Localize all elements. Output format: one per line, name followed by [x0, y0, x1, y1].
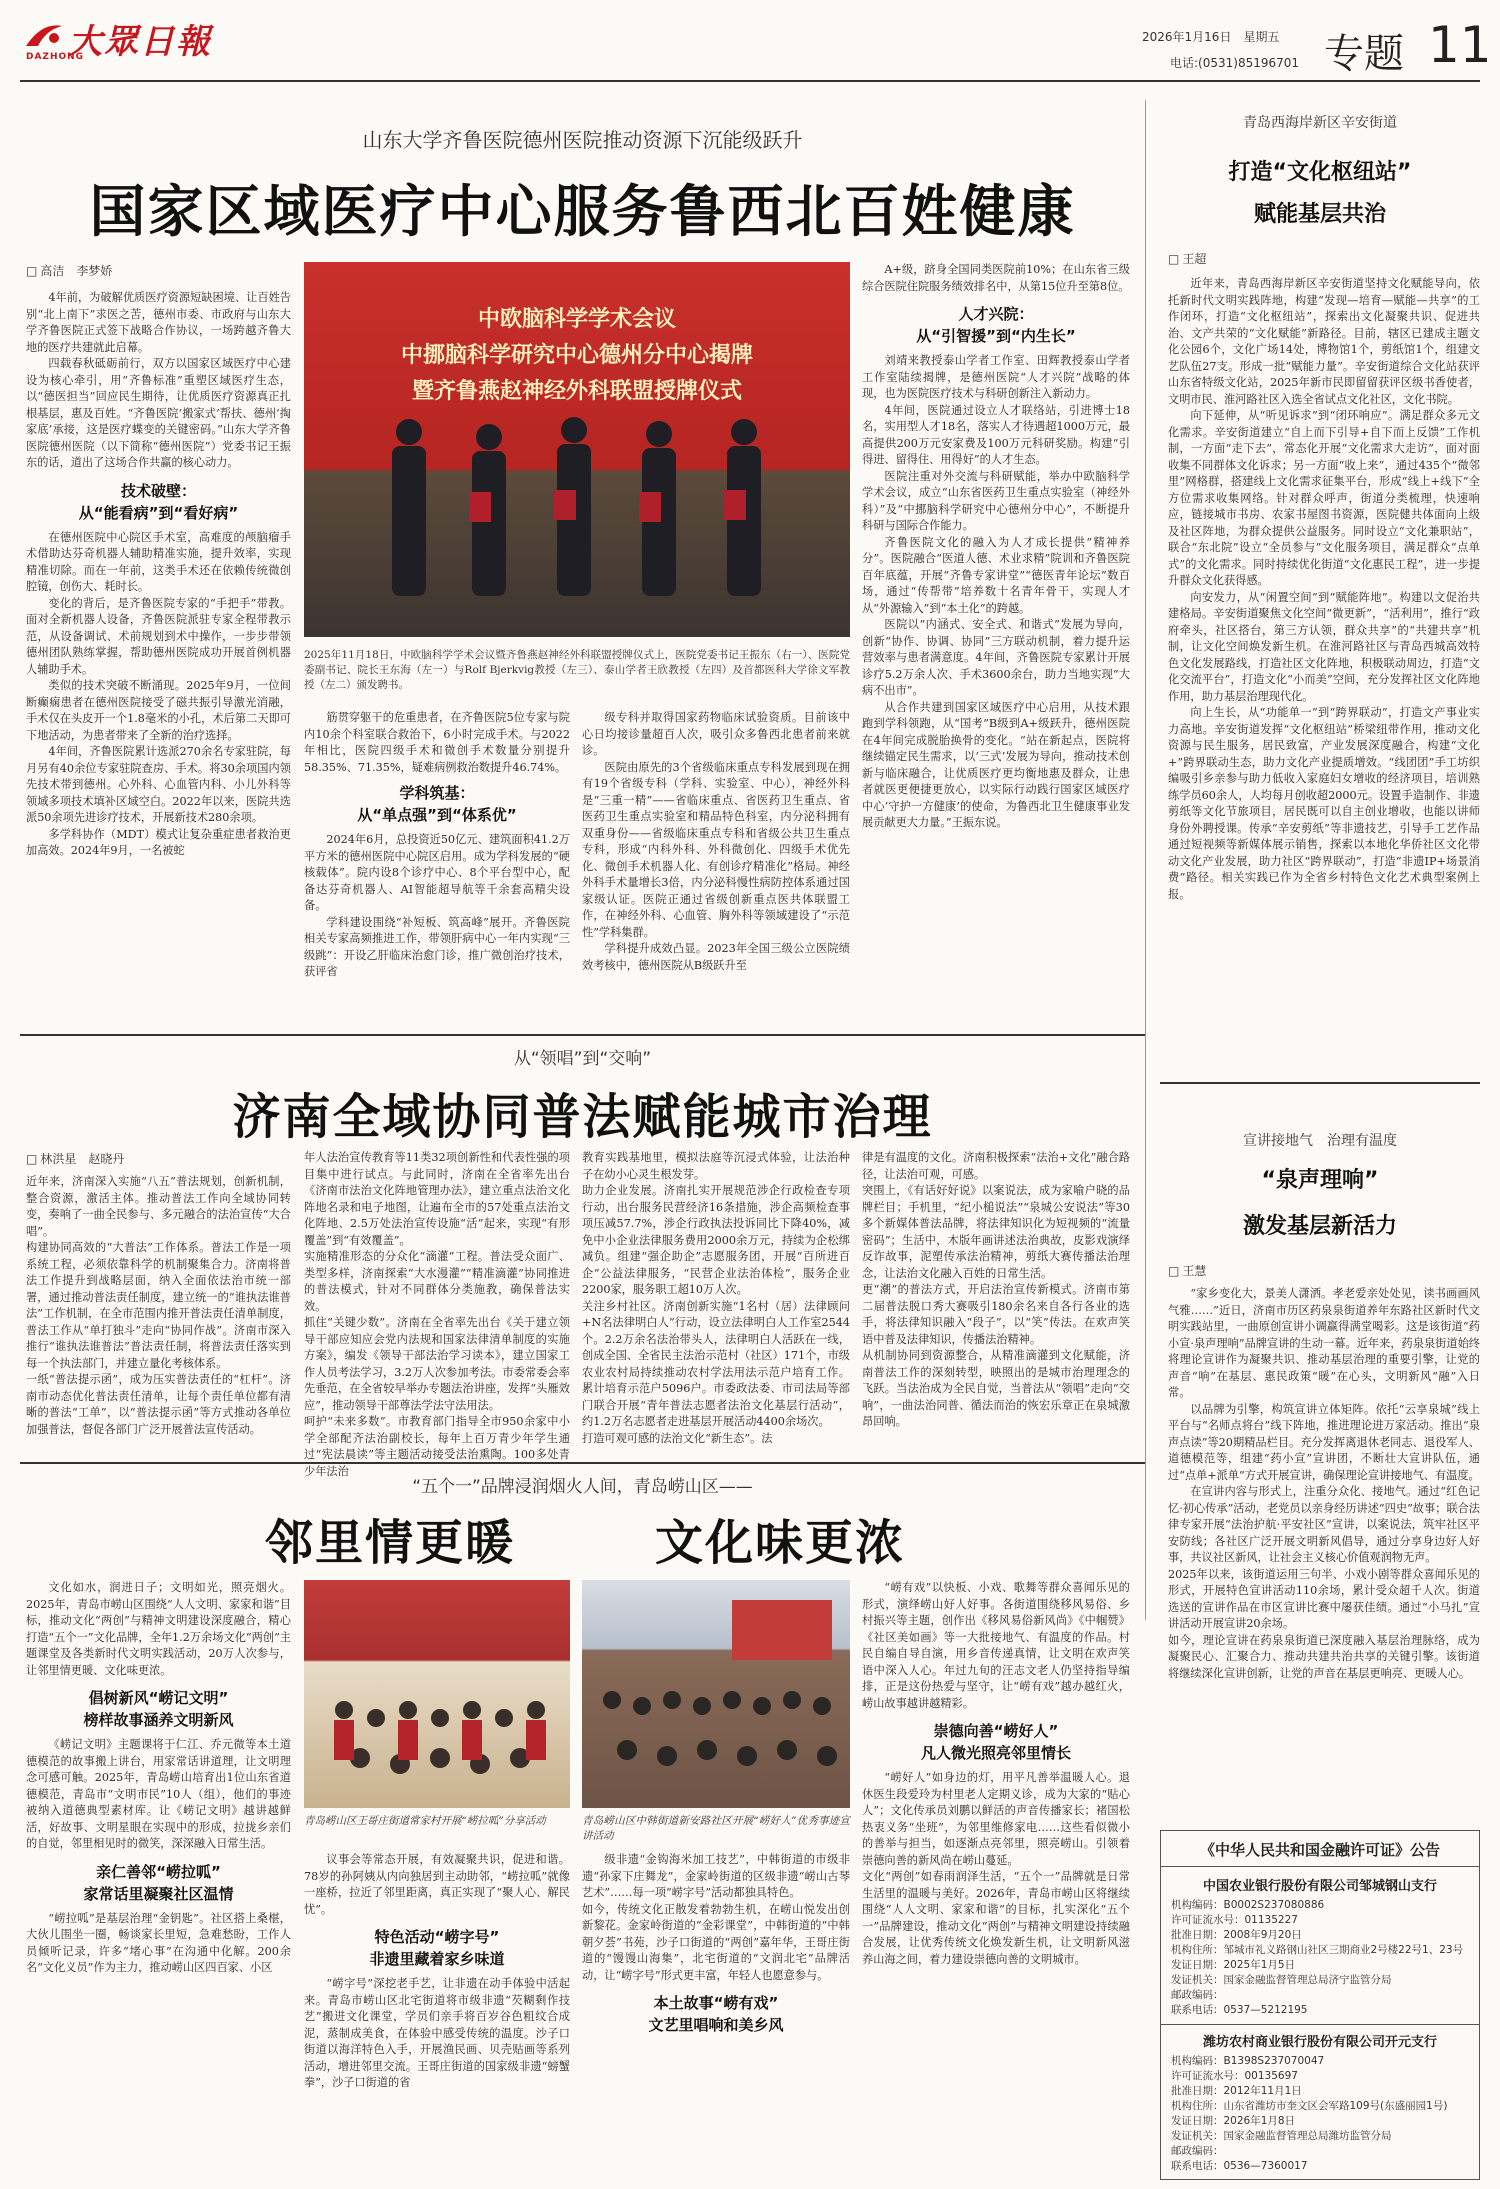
article1-col2 [304, 710, 570, 1030]
audience-figures [582, 1580, 850, 1808]
banner-text-2: 中挪脑科学研究中心德州分中心揭牌 [400, 343, 753, 368]
paragraph: 4年前，为破解优质医疗资源短缺困境、让百姓告别“北上南下”求医之苦，德州市委、市政府与山东大学齐鲁医院正式签下战略合作协议，一场跨越齐鲁大地的医疗共建就此启幕。 [26, 291, 291, 354]
paragraph: 学科提升成效凸显。2023年全国三级公立医院绩效考核中，德州医院从B级跃升至 [582, 942, 850, 972]
article2-byline: □ 王超 [1168, 250, 1206, 267]
paragraph: 2024年6月，总投资近50亿元、建筑面积41.2万平方米的德州医院中心院区启用。成为学科发展的“硬核载体”。院内设8个诊疗中心、8个平台型中心，配备达芬奇机器人、AI智能超导航等千余套高精尖设备。 [304, 833, 570, 912]
article1-col1 [26, 290, 291, 1030]
paragraph: 从合作共建到国家区域医疗中心启用，从技术跟跑到学科领跑，从“国考”B级到A+级跃升，德州医院在4年间完成脱胎换骨的变化。“站在新起点，医院将继续锚定民生需求，以‘三式’发展为导向，推动技术创新与临床融合，让优质医疗更均衡地惠及群众，让患者就医更便捷更放心，以实际行动践行国家区域医疗中心‘守护一方健康’的使命，为鲁西北卫生健康事业发展贡献更大力量。”王振东说。 [862, 700, 1130, 829]
people-figures [304, 262, 850, 637]
paragraph: 文化如水，润进日子；文明如光，照亮烟火。2025年，青岛市崂山区围绕“人人文明、家家和谐”目标，推动文化“两创”与精神文明建设深度融合，精心打造“五个一”文化品牌，全年1.2万余场文化“两创”主题课堂及各类新时代文明实践活动，20万人次参与，让邻里情更暖、文化味更浓。 [26, 1581, 291, 1677]
paragraph: 向安发力，从“闲置空间”到“赋能阵地”。构建以文促治共建格局。辛安街道聚焦文化空间“微更新”，“活利用”，推行“政府牵头，社区搭台，第三方认领，群众共享”的“共建共享”机制，让文化空间焕发新生机。在淮河路社区与青岛西城高效特色文化发展路线，打造社区文化阵地，积极联动周边，打造“文化交流平台”，打造文化“小而美”空间，充分发挥社区文化阵地作用，助力基层治理现代化。 [1168, 590, 1480, 703]
subhead: 非遗里藏着家乡味道 [369, 1950, 505, 1968]
paragraph: 医院注重对外交流与科研赋能，举办中欧脑科学学术会议，成立“山东省医药卫生重点实验室（神经外科）”及“中挪脑科学研究中心德州分中心”，不断提升科研与国际合作能力。 [862, 469, 1130, 532]
article2-title-2: 赋能基层共治 [1253, 202, 1386, 227]
article5-col1 [26, 1580, 291, 2180]
subhead: 凡人微光照亮邻里情长 [920, 1744, 1071, 1762]
paragraph: 以品牌为引擎，构筑宣讲立体矩阵。依托“云享泉城”线上平台与“名师点将台”线下阵地，推进理论进万家活动。推出“泉声点读”等20期精品栏目。充分发挥离退休老同志、退役军人、道德模范等，组建“药小宣”宣讲团，不断壮大宣讲队伍，通过“点单+派单”方式开展宣讲，确保理论宣讲接地气、有温度。 [1168, 1402, 1480, 1482]
banner-text-1: 中欧脑科学学术会议 [477, 307, 676, 332]
paragraph: 4年间，医院通过设立人才联络站，引进博士18名，实用型人才18名，落实人才待遇超1000万元，最高提供200万元安家费及100万元科研奖励。构建“引得进、留得住、用得好”的人才生态。 [862, 403, 1130, 466]
article5-kicker: “五个一”品牌浸润烟火人间，青岛崂山区—— [412, 1477, 753, 1497]
subhead: 榜样故事涵养文明新风 [83, 1711, 234, 1729]
paragraph: 级非遗“金钩海米加工技艺”，中韩街道的市级非遗“孙家下庄舞龙”，金家岭街道的区级非遗“崂山古琴艺术”……每一项“崂字号”活动都独具特色。 如今，传统文化正散发着勃勃生机，在崂山悦发出创新黎花。金家岭街道的“金彩课堂”，中韩街道的“中韩朝夕荟”书苑，沙子口街道的“两创”嘉年华，王哥庄街道的“馒馒山海集”，北宅街道的“文润北宅”品牌活动，让“崂字号”形式更丰富，年轻人也愿意参与。 [582, 1853, 850, 1982]
paragraph: 类似的技术突破不断涌现。2025年9月，一位间断癫痫患者在德州医院接受了磁共振引导激光消融，手术仅在头皮开一个1.8毫米的小孔，术后第二天即可下地活动，为患者带来了全新的治疗选择。 [26, 679, 291, 742]
subhead: 亲仁善邻“崂拉呱” [96, 1862, 221, 1881]
subhead: 学科筑基： [399, 784, 475, 802]
paragraph: “崂有戏”以快板、小戏、歌舞等群众喜闻乐见的形式，演绎崂山好人好事。各街道围绕移风易俗、乡村振兴等主题，创作出《移风易俗新风尚》《中帼赞》《社区美如画》等一大批接地气、有温度的作品。村民自编自导自演，用乡音传递真情，让文明在欢声笑语中深入人心。年过九旬的汪志文老人仍坚持指导编排，正是这份热爱与坚守，让“崂有戏”越办越红火，崂山故事越讲越精彩。 [862, 1581, 1130, 1710]
notice-bank-2: 潍坊农村商业银行股份有限公司开元支行 [1202, 2035, 1437, 2050]
article5-photo-2-caption: 青岛崂山区中韩街道新安路社区开展“崂好人”优秀事迹宣讲活动 [582, 1815, 850, 1842]
paragraph: “家乡变化大，景美人潇洒。孝老爱亲处处见，读书画画风气雅……”近日，济南市历区药泉泉街道养年东路社区新时代文明实践站里，一曲原创宣讲小调赢得满堂喝彩。这是该街道“药小宣·泉声理响”品牌宣讲的生动一幕。近年来，药泉泉街道始终将理论宣讲作为凝聚共识、推动基层治理的重要引擎，让党的声音“响”在基层、惠民政策“暖”在心头，文明新风“融”入日常。 [1168, 1287, 1480, 1399]
subhead: 人才兴院： [958, 305, 1034, 323]
subhead: 倡树新风“崂记文明” [88, 1689, 229, 1707]
paragraph: 议事会等常态开展，有效凝聚共识，促进和谐。78岁的孙阿姨从内向独居到主动助邻，“崂拉呱”就像一座桥，拉近了邻里距离，真正实现了“聚人心、解民忧”。 [304, 1853, 570, 1916]
page-number: 11 [1428, 16, 1492, 74]
subhead: 本土故事“崂有戏” [653, 1994, 779, 2012]
paragraph: 医院由原先的3个省级临床重点专科发展到现在拥有19个省级专科（学科、实验室、中心），神经外科是“三重一精”——省临床重点、省医药卫生重点、省医药卫生重点实验室和精品特色科室，内分泌科拥有双重身份——省级临床重点专科和省级公共卫生重点专科，形成“内科外科、外科微创化、四级手术优先化、微创手术机器人化、有创诊疗精准化”格局。神经外科手术量增长3倍，内分泌科慢性病防控体系通过国家级认证。医院正通过省级创新重点医共体联盟工作，在神经外科、心血管、胸外科等领域建设了“示范性”学科集群。 [582, 760, 850, 939]
paragraph: 学科建设围绕“补短板、筑高峰”展开。齐鲁医院相关专家高频推进工作，带领肝病中心一年内实现“三级跳”：开设乙肝临床治愈门诊，推广微创治疗技术，获评省 [304, 915, 570, 978]
paragraph: 级专科并取得国家药物临床试验资质。目前该中心日均接诊量超百人次，吸引众多鲁西北患者前来就诊。 [582, 711, 850, 757]
article2-kicker: 青岛西海岸新区辛安街道 [1243, 115, 1397, 131]
article3-headline: 济南全域协同普法赋能城市治理 [232, 1089, 933, 1145]
article5-headline-a: 邻里情更暖 [264, 1515, 515, 1571]
paragraph: 医院以“内涵式、安全式、和谐式”发展为导向，创新“协作、协调、协同”三方联动机制，着力提升运营效率与患者满意度。4年间，齐鲁医院专家累计开展诊疗5.2万余人次、手术3600余台，助力当地实现“大病不出市”。 [862, 618, 1130, 697]
paragraph: 四载春秋砥砺前行，双方以国家区域医疗中心建设为核心牵引，用“齐鲁标准”重塑区域医疗生态，以“德医担当”回应民生期待，让优质医疗资源真正扎根基层，惠及百姓。“齐鲁医院‘搬家式’帮扶、德州‘掏家底’承接，这是医疗蝶变的关键密码。”山东大学齐鲁医院德州医院（以下简称“德州医院”）党委书记王振东的话，道出了这场合作共赢的核心动力。 [26, 357, 291, 469]
notice-bank-1: 中国农业银行股份有限公司邹城钢山支行 [1202, 1879, 1437, 1894]
paragraph: 变化的背后，是齐鲁医院专家的“手把手”带教。面对全新机器人设备，齐鲁医院派驻专家全程带教示范，从设备调试、术前规划到术中操作，一步步带领德州团队熟练掌握，帮助德州医院成功开展首例机器人辅助手术。 [26, 596, 291, 676]
article5-photo-2 [582, 1580, 850, 1808]
subhead: 技术破壁： [120, 481, 196, 500]
article3-col3: 教育实践基地里，模拟法庭等沉浸式体验，让法治种子在幼小心灵生根发芽。 助力企业发展。济南扎实开展规范涉企行政检查专项行动，出台服务民营经济16条措施，涉企高频检查事项压减57.7%，涉企行政执法投诉同比下降40%，减免中小企业法律服务费用2000余万元，持续为企松绑减负。组建“强企助企”志愿服务团，开展“百所进百企”公益法律服务，“民营企业法治体检”，服务企业2200家，服务职工超10万人次。 关注乡村社区。济南创新实施“1名村（居）法律顾问+N名法律明白人”行动，设立法律明白人工作室2544个。2.2万余名法治带头人，法律明白人活跃在一线，创成全国、全省民主法治示范村（社区）171个，市级农业农村局持续推动农村学法用法示范户培育工作。累计培育示范户5096户。市委政法委、市司法局等部门联合开展“青年普法志愿者法治文化基层行活动”，约1.2万名志愿者走进基层开展活动4400余场次。 打造可观可感的法治文化“新生态”。法 [582, 1151, 850, 1445]
article3-kicker: 从“领唱”到“交响” [513, 1049, 652, 1069]
subhead: 文艺里唱响和美乡风 [648, 2016, 784, 2034]
section-rule [20, 1034, 1145, 1036]
paragraph: 近年来，青岛西海岸新区辛安街道坚持文化赋能导向，依托新时代文明实践阵地，构建“发现—培育—赋能—共享”的工作闭环，打造“文化枢纽站”，探索出文化凝聚共识、促进共治、文产共荣的“文化赋能”新路径。目前，辖区已建成主题文化公园6个，文化广场14处，博物馆1个，剪纸馆1个，组建文艺队伍27支。形成一批“赋能力量”。辛安街道综合文化站获评山东省特级文化站，2025年新市民即留留获评区级书香使者，文明市民、淮河路社区入选全省试点文化社区，文化书院。 [1168, 277, 1480, 406]
article1-kicker: 山东大学齐鲁医院德州医院推动资源下沉能级跃升 [362, 128, 803, 152]
phone: 电话:(0531)85196701 [1170, 56, 1300, 70]
masthead [0, 0, 1500, 82]
paragraph: “崂字号”深挖老手艺，让非遗在动手体验中活起来。青岛市崂山区北宅街道将市级非遗“芡糊剩作技艺”搬进文化课堂，学员们亲手将百岁谷色粗纹合成泥，蒸制成美食，在体验中感受传统的温度。沙子口街道以海洋特色入手，开展渔民画、贝壳贴画等系列活动，增进邻里交流。王哥庄街道的国家级非遗“螃蟹拳”，沙子口街道的省 [304, 1977, 570, 2089]
article4-kicker: 宣讲接地气 治理有温度 [1243, 1133, 1397, 1149]
banner-text-3: 暨齐鲁燕赵神经外科联盟授牌仪式 [411, 379, 742, 404]
masthead-rule [20, 80, 1480, 82]
logo-icon [24, 20, 64, 50]
paper-roman: DAZHONG [26, 52, 85, 62]
paragraph: 筋贯穿躯干的危重患者，在齐鲁医院5位专家与院内10余个科室联合救治下，6小时完成手术。与2022年相比，医院四级手术和微创手术数量分别提升58.35%、71.35%，疑难病例救治数提升46.74%。 [304, 711, 570, 774]
article5-col2 [304, 1852, 570, 2180]
article3-col1: 近年来，济南深入实施“八五”普法规划，创新机制，整合资源，激活主体。推动普法工作向全域协同转变，奏响了一曲全民参与、多元融合的法治宣传“大合唱”。 构建协同高效的“大普法”工作体系。普法工作是一项系统工程，必须依靠科学的机制聚集合力。济南将普法工作提升到战略层面，纳入全面依法治市统一部署，通过推动普法责任制度，建立统一的“谁执法谁普法”工作机制，在全市范围内推开普法责任清单制度，普法工作从“单打独斗”走向“协同作战”。济南市深入推行“谁执法谁普法”普法责任制，将普法责任落实到每一个执法部门，并建立量化考核体系。 一纸“普法提示函”，成为压实普法责任的“杠杆”。济南市动态优化普法责任清单，让每个责任单位都有清晰的普法“工单”，以“普法提示函”等方式推动各单位加强普法，督促各部门广泛开展普法宣传活动。 [26, 1175, 291, 1436]
paragraph: “崂好人”如身边的灯，用平凡善举温暖人心。退休医生段爱玲为村里老人定期义诊，成为大家的“贴心人”；文化传承员刘鹏以鲜活的声音传播家长；褚国松热衷义务“坐班”，为邻里维修家电……这些看似微小的善举与担当，如逐渐点亮邻里，照亮崂山。引领着崇德向善的新风尚在崂山蔓延。 文化“两创”如春雨润泽生活，“五个一”品牌就是日常生活里的温暖与美好。2026年，青岛市崂山区将继续围绕“人人文明、家家和谐”的目标，扎实深化“五个一”品牌建设，推动文化“两创”与精神文明建设持续融合发展，让优秀传统文化焕发新生机，让文明新风滋养山海之间，着力建设崇德向善的文明城市。 [862, 1771, 1130, 1966]
paragraph: 在德州医院中心院区手术室，高难度的颅脑瘤手术借助达芬奇机器人辅助精准实施，提升效率，实现精准切除。而在一年前，这类手术还在依赖传统微创腔镜，创伤大、耗时长。 [26, 530, 291, 593]
subhead: 崇德向善“崂好人” [933, 1722, 1059, 1740]
article2-body [1168, 276, 1480, 1070]
section-rule [1160, 1082, 1480, 1084]
article1-byline: □ 高洁 李梦娇 [26, 262, 112, 279]
article4-body [1168, 1286, 1480, 1818]
subhead: 从“单点强”到“体系优” [357, 806, 517, 824]
article4-title-2: 激发基层新活力 [1242, 1214, 1397, 1239]
section-rule [20, 1462, 1145, 1464]
paragraph: 刘靖来教授泰山学者工作室、田辉教授泰山学者工作室陆续揭牌，是德州医院“人才兴院”战略的体现，也为医院医疗技术与科研创新注入新动力。 [862, 354, 1130, 400]
article5-photo-1-caption: 青岛崂山区王哥庄街道常家村开展“崂拉呱”分享活动 [304, 1815, 546, 1827]
article1-headline: 国家区域医疗中心服务鲁西北百姓健康 [89, 179, 1076, 245]
section-name: 专题 [1324, 31, 1404, 77]
license-notice [1160, 1830, 1480, 2180]
article5-col3 [582, 1852, 850, 2180]
audience-figures [304, 1580, 570, 1808]
paragraph: 《崂记文明》主题课将于仁江、乔元微等本土道德模范的故事搬上讲台，用家常话讲道理，让文明理念可感可触。2025年，青岛崂山培育出1位山东省道德模范，青岛市“文明市民”10人（组），他们的事迹被纳入道德典型素材库。让《崂记文明》越讲越鲜活，好故事、文明星眼在实现中的形成，拉拢乡亲们的自觉，邻里相见时的微笑，深深融入日常生活。 [26, 1738, 291, 1850]
paragraph: 向下延伸，从“听见诉求”到“闭环响应”。满足群众多元文化需求。辛安街道建立“自上而下引导+自下而上反馈”工作机制，一方面“走下去”，常态化开展“文化需求大走访”，面对面收集不同群体文化诉求；另一方面“收上来”，通过435个“微邻里”网格群，搭建线上文化需求征集平台，形成“线上+线下”全方位需求收集网络。针对群众呼声，街道分类梳理，快速响应，链接城市书房、农家书屋图书资源，医院健共体面向上级及社区阵地，为群众提供公益服务。同时设立“文化兼职站”，联合“东北院”设立“全员参与”文化服务项目，满足群众“点单式”的文化需求。同时持续优化街道“文化惠民工程”，进一步提升群众文化获得感。 [1168, 409, 1480, 587]
subhead: 家常话里凝聚社区温情 [83, 1884, 234, 1903]
article1-col4 [862, 262, 1130, 1030]
article5-col4 [862, 1580, 1130, 2180]
issue-date: 2026年1月16日 星期五 [1142, 30, 1280, 44]
article1-col3 [582, 710, 850, 1030]
paragraph: 齐鲁医院文化的融入为人才成长提供“精神养分”。医院融合“医道人德、术业求精”院训和齐鲁医院百年底蕴，开展“齐鲁专家讲堂”“德医青年论坛”数百场，通过“传帮带”培养数十名青年骨干，实现人才从“外源输入”到“本土化”的跨越。 [862, 535, 1130, 615]
article5-headline-b: 文化味更浓 [654, 1515, 905, 1571]
paragraph: 4年间，齐鲁医院累计选派270余名专家驻院，每月另有40余位专家驻院查房、手术。将30余项国内领先技术带到德州。心外科、心血管内科、小儿外科等领域多项技术填补区域空白。2022年以来，医院共选派50余项先进诊疗技术，开展新技术280余项。 [26, 745, 291, 824]
paragraph: A+级，跻身全国同类医院前10%；在山东省三级综合医院住院服务绩效排名中，从第15位升至第8位。 [862, 263, 1130, 293]
paragraph: 向上生长，从“功能单一”到“跨界联动”，打造文产事业实力高地。辛安街道发挥“文化枢纽站”桥梁纽带作用，推动文化资源与民生服务，居民致富，产业发展深度融合，构建“文化+”跨界联动生态，助力文化产业提质增效。“线团团”手工坊织编吸引乡亲参与助力低收入家庭妇女增收的经济项目，培训熟练学员60余人，人均每月创收超2000元。设置手造制作、非遗剪纸等文化节旅项目，居民既可以自主创业增收，也能以讲师身份外聘授课。传承“辛安剪纸”等非遗技艺，引导手工艺作品通过短视频等新媒体展示销售，探索以本地化华侨社区文化带动文化产业发展，助力社区“跨界联动”，打造“非遗IP+场景消费”路径。相关实践已作为全省乡村特色文化艺术典型案例上报。 [1168, 706, 1480, 901]
paragraph: 多学科协作（MDT）模式让复杂重症患者救治更加高效。2024年9月，一名被蛇 [26, 827, 291, 857]
column-divider [1145, 100, 1146, 1620]
article3-col2: 年人法治宣传教育等11类32项创新性和代表性强的项目集中进行试点。与此同时，济南在全省率先出台《济南市法治文化阵地管理办法》，建立重点法治文化阵地名录和电子地图，让遍布全市的57处重点法治文化阵地、2.5万处法治宣传设施“活”起来，实现“有形覆盖”到“有效覆盖”。 实施精准形态的分众化“滴灌”工程。普法受众面广、类型多样，济南探索“大水漫灌”“精准滴灌”协同推进的普法模式，针对不同群体分类施教，确保普法实效。 抓住“关键少数”。济南在全省率先出台《关于建立领导干部应知应会党内法规和国家法律清单制度的实施方案》，编发《领导干部法治学习读本》，建立国家工作人员考法学习，3.2万人次参加考法。市委常委会率先垂范，在全省较早举办专题法治讲座，发挥“头雁效应”，推动领导干部尊法学法守法用法。 呵护“未来多数”。市教育部门指导全市950余家中小学全部配齐法治副校长，每年上百万青少年学生通过“宪法晨读”等主题活动接受法治熏陶。100多处青少年法治 [304, 1151, 570, 1478]
subhead: 特色活动“崂字号” [374, 1928, 500, 1946]
article4-title-1: “泉声理响” [1261, 1168, 1379, 1193]
notice-title: 《中华人民共和国金融许可证》公告 [1161, 1831, 1479, 1867]
paragraph: “崂拉呱”是基层治理“金钥匙”。社区搭上桑椹，大伙儿围坐一圈，畅谈家长里短，急难愁盼，工作人员倾听记录，许多“堵心事”在沟通中化解。200余名“文化义员”作为主力，推动崂山区四百家、小区 [26, 1911, 291, 1974]
article5-photo-1 [304, 1580, 570, 1808]
article2-title-1: 打造“文化枢纽站” [1228, 160, 1412, 185]
subhead: 从“能看病”到“看好病” [78, 503, 239, 522]
article3-col4: 律是有温度的文化。济南积极探索“法治+文化”融合路径，让法治可观，可感。 突围上，《有话好好说》以案说法，成为家喻户晓的品牌栏目；手机里，“纪小槌说法”“泉城公安说法”等30多个新媒体普法品牌，将法律知识化为短视频的“流量密码”；生活中，木版年画讲述法治典故，皮影戏演绎反诈故事，泥塑传承法治精神，剪纸大赛传播法治理念，让法治文化融入百姓的日常生活。 更“潮”的普法方式，开启法治宣传新模式。济南市第二届普法脱口秀大赛吸引180余名来自各行各业的选手，将法律知识融入“段子”，以“笑”传法。在欢声笑语中普及法律知识，传播法治精神。 从机制协同到资源整合，从精准滴灌到文化赋能，济南普法工作的深刻转型，映照出的是城市治理理念的飞跃。当法治成为全民自觉，当普法从“领唱”走向“交响”，一曲法治同普、循法而治的恢宏乐章正在泉城激昂回响。 [862, 1151, 1130, 1428]
subhead: 从“引智援”到“内生长” [916, 327, 1076, 345]
article4-byline: □ 王慧 [1168, 1262, 1206, 1279]
article1-photo-caption: 2025年11月18日，中欧脑科学学术会议暨齐鲁燕赵神经外科联盟授牌仪式上，医院党委书记王振东（右一）、医院党委副书记、院长王东海（左一）与Rolf Bjerkvig教授（左三）、泰山学者王欣教授（左四）及首都医科大学徐文军教授（左二）颁发聘书。 [304, 649, 850, 691]
article3-byline: □ 林洪星 赵晓丹 [26, 1150, 124, 1167]
notice-bank-2-details: 机构编码：B1398S237070047 许可证流水号：00135697 批准日期：2012年11月1日 机构住所：山东省潍坊市奎文区会军路109号(东盛丽园1号) 发证日期：2026年1月8日 发证机关：国家金融监督管理总局潍坊监管分局 邮政编码： 联系电话：0536—7360017 [1171, 2055, 1448, 2172]
paper-name: 大眾日報 [68, 22, 212, 62]
article1-photo [304, 262, 850, 637]
notice-bank-1-details: 机构编码：B0002S237080886 许可证流水号：01135227 批准日期：2008年9月20日 机构住所：邹城市礼义路钢山社区三期商业2号楼22号1、23号 发证日期：2025年1月5日 发证机关：国家金融监督管理总局济宁监管分局 邮政编码： 联系电话：0537—5212195 [1171, 1899, 1464, 2016]
paragraph: 在宣讲内容与形式上，注重分众化、接地气。通过“红色记忆·初心传承”活动，老党员以亲身经历讲述“四史”故事；联合法律专家开展“法治护航·平安社区”宣讲，以案说法，筑牢社区平安防线；各社区广泛开展文明新风倡导，通过分享身边好人好事，共议社区新风，让社会主义核心价值观润物无声。 2025年以来，该街道运用三句半、小戏小剧等群众喜闻乐见的形式，开展特色宣讲活动110余场，累计受众超千人次。街道选送的宣讲作品在市区宣讲比赛中屡获佳绩。通过“小马扎”宣讲活动开展宣讲20余场。 如今，理论宣讲在药泉泉街道已深度融入基层治理脉络，成为凝聚民心、汇聚合力、推动共建共治共享的关键引擎。该街道将继续深化宣讲创新，让党的声音在基层更响亮、更暖人心。 [1168, 1485, 1480, 1680]
